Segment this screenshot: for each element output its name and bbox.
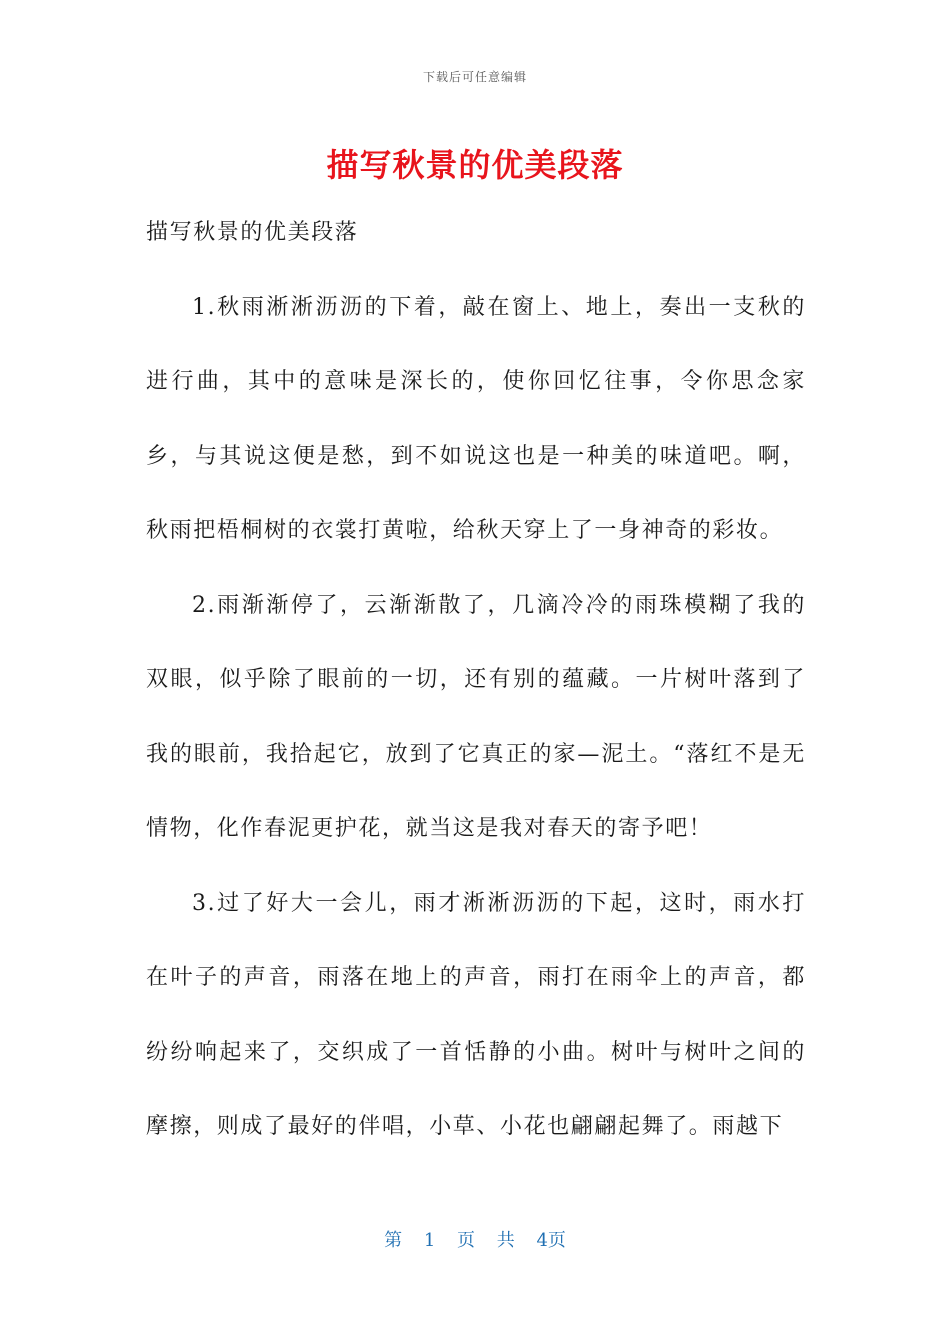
footer-total-pages: 4页 (536, 1230, 566, 1251)
document-subtitle: 描写秋景的优美段落 (146, 220, 359, 245)
footer-page-prefix: 第 (384, 1230, 403, 1251)
paragraph-2: 2.雨渐渐停了，云渐渐散了，几滴冷冷的雨珠模糊了我的双眼，似乎除了眼前的一切，还有别的蕴藏。一片树叶落到了我的眼前，我拾起它，放到了它真正的家—泥土。“落红不是无情物，化作春泥更护花，就当这是我对春天的寄予吧！ (146, 592, 806, 841)
paragraph-3: 3.过了好大一会儿，雨才淅淅沥沥的下起，这时，雨水打在叶子的声音，雨落在地上的声音，雨打在雨伞上的声音，都纷纷响起来了，交织成了一首恬静的小曲。树叶与树叶之间的摩擦，则成了最好的伴唱，小草、小花也翩翩起舞了。雨越下 (146, 890, 806, 1139)
header-note: 下载后可任意编辑 (422, 70, 527, 84)
footer-total-label: 共 (496, 1230, 515, 1251)
paragraph-1: 1.秋雨淅淅沥沥的下着，敲在窗上、地上，奏出一支秋的进行曲，其中的意味是深长的，使你回忆往事，令你思念家乡，与其说这便是愁，到不如说这也是一种美的味道吧。啊，秋雨把梧桐树的衣裳打黄啦，给秋天穿上了一身神奇的彩妆。 (146, 294, 806, 543)
footer-page-mid: 页 (457, 1230, 475, 1251)
footer-current-page: 1 (423, 1230, 436, 1251)
document-body (146, 196, 806, 1165)
page-footer (0, 1226, 950, 1252)
document-title: 描写秋景的优美段落 (326, 146, 624, 184)
